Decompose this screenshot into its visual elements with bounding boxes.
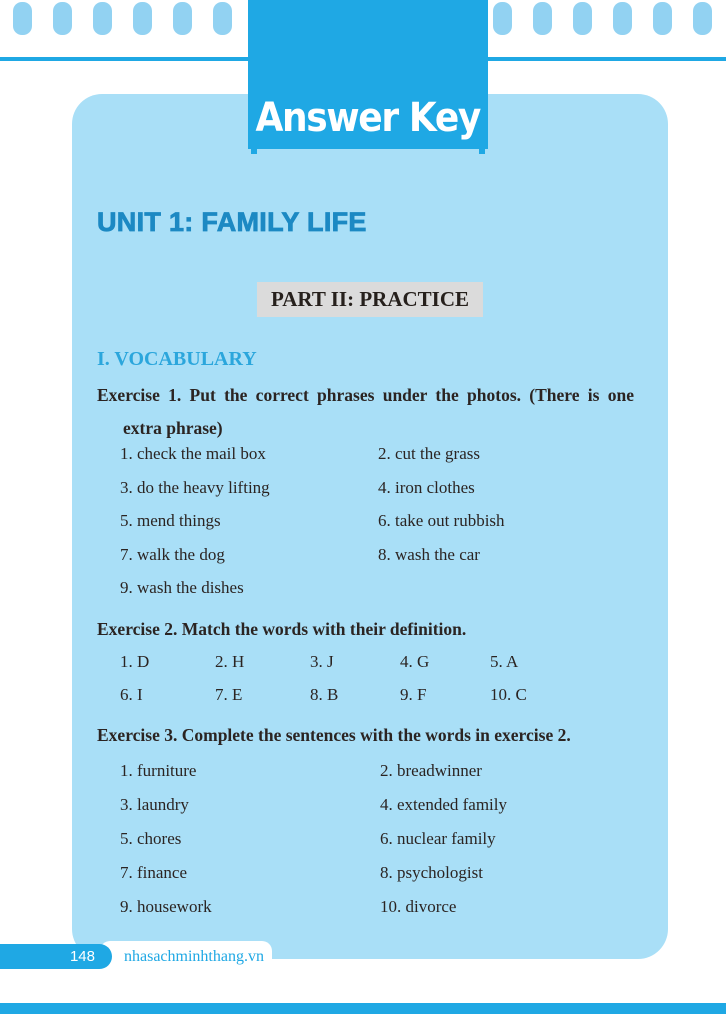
unit-title: UNIT 1: FAMILY LIFE xyxy=(97,207,367,237)
deco-pill xyxy=(173,2,192,35)
list-item: 8. wash the car xyxy=(378,544,480,564)
deco-pill xyxy=(653,2,672,35)
list-item: 1. D xyxy=(120,652,150,671)
list-item: 7. finance xyxy=(120,863,188,882)
banner-title: Answer Key xyxy=(255,95,481,141)
list-item: 6. nuclear family xyxy=(380,829,496,848)
exercise3-answer-list xyxy=(120,754,642,924)
answer-key-banner xyxy=(248,0,488,149)
list-item: 2. breadwinner xyxy=(380,761,482,780)
list-item: 2. H xyxy=(215,652,245,671)
exercise1-heading: Exercise 1. Put the correct phrases under the photos. (There is one extra phrase) xyxy=(97,385,634,438)
page-number-tab xyxy=(0,944,112,969)
list-item: 5. mend things xyxy=(120,511,221,530)
website-tab xyxy=(100,941,272,972)
list-item: 3. laundry xyxy=(120,795,189,814)
list-item: 10. divorce xyxy=(380,897,457,916)
exercise3-heading: Exercise 3. Complete the sentences with the words in exercise 2. xyxy=(97,725,571,745)
deco-pill xyxy=(493,2,512,35)
list-item: 9. housework xyxy=(120,897,212,916)
exercise1-answer-list xyxy=(120,437,642,605)
page-number: 148 xyxy=(69,948,95,965)
content-card xyxy=(72,94,668,959)
deco-bottom-bar xyxy=(0,1003,726,1014)
list-item: 1. furniture xyxy=(120,761,197,780)
list-item: 3. J xyxy=(310,652,334,671)
part-title-badge: PART II: PRACTICE xyxy=(257,282,483,317)
section-title-vocabulary: I. VOCABULARY xyxy=(97,348,257,370)
list-item: 9. F xyxy=(400,685,427,704)
list-item: 8. psychologist xyxy=(380,863,483,882)
deco-pill xyxy=(53,2,72,35)
list-item: 4. G xyxy=(400,652,430,671)
list-item: 1. check the mail box xyxy=(120,444,266,463)
list-item: 5. chores xyxy=(120,829,182,848)
deco-pill xyxy=(533,2,552,35)
list-item: 7. walk the dog xyxy=(120,544,225,564)
exercise2-answer-list xyxy=(120,645,642,711)
list-item: 6. take out rubbish xyxy=(378,511,505,530)
deco-pill xyxy=(693,2,712,35)
list-item: 2. cut the grass xyxy=(378,444,480,463)
deco-pill xyxy=(93,2,112,35)
website-text: nhasachminhthang.vn xyxy=(124,947,264,965)
list-item: 8. B xyxy=(310,685,339,704)
list-item: 3. do the heavy lifting xyxy=(120,477,270,497)
deco-pill xyxy=(213,2,232,35)
deco-pill xyxy=(613,2,632,35)
list-item: 6. I xyxy=(120,685,143,704)
deco-pill xyxy=(13,2,32,35)
list-item: 10. C xyxy=(490,685,527,704)
list-item: 4. extended family xyxy=(380,795,507,814)
deco-pill xyxy=(573,2,592,35)
deco-pill xyxy=(133,2,152,35)
list-item: 9. wash the dishes xyxy=(120,578,244,597)
list-item: 7. E xyxy=(215,685,243,704)
list-item: 4. iron clothes xyxy=(378,477,475,497)
list-item: 5. A xyxy=(490,652,519,671)
exercise2-heading: Exercise 2. Match the words with their definition. xyxy=(97,619,467,639)
